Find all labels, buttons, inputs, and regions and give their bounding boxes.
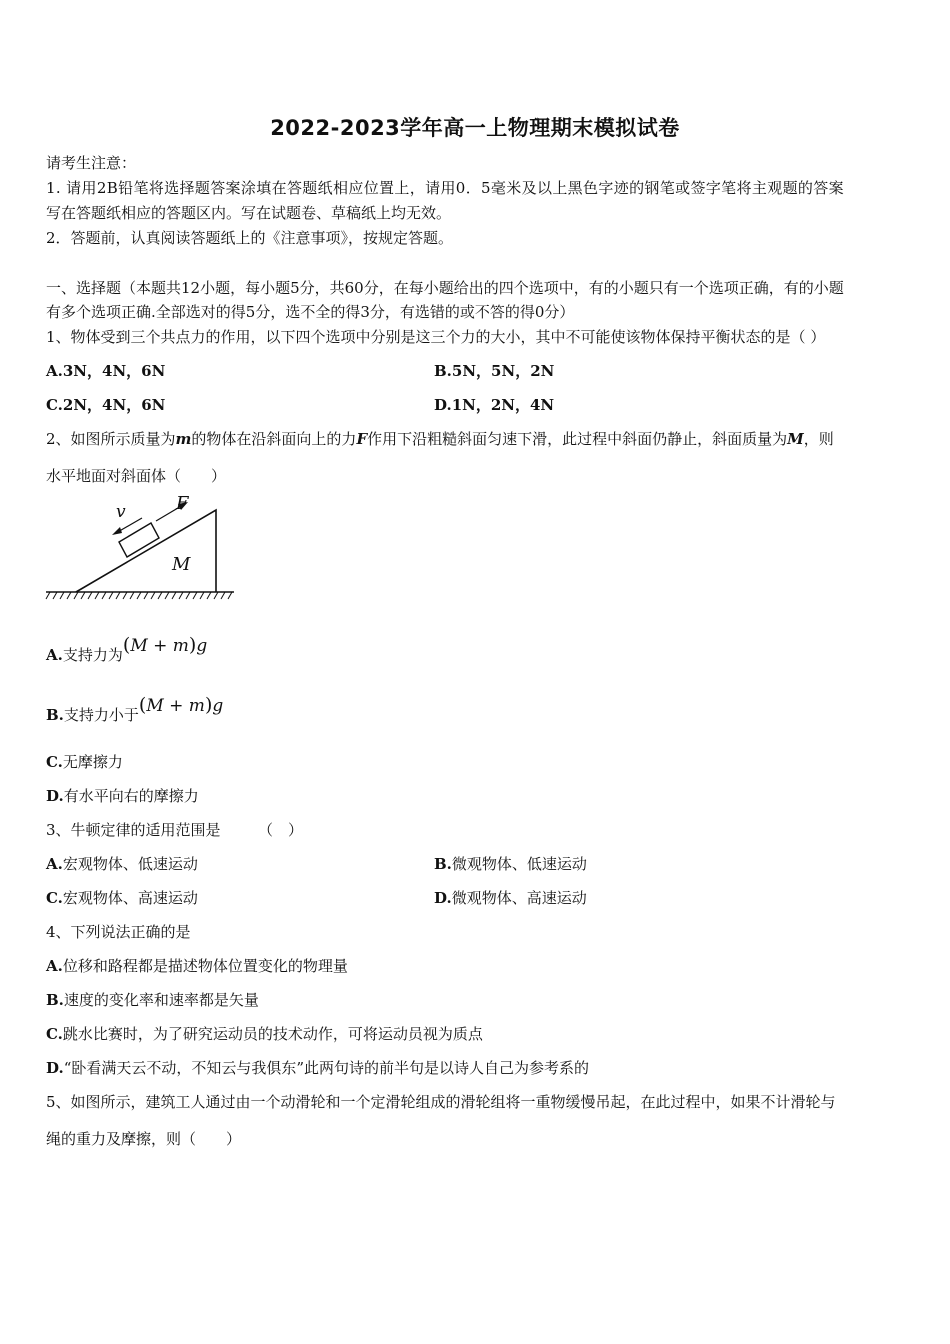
question-3-option-d (434, 888, 587, 908)
option-text: 3N，4N，6N (62, 362, 166, 380)
question-4-option-b (46, 990, 259, 1010)
question-2-option-d (46, 786, 199, 806)
question-1-option-c (46, 395, 165, 415)
question-5-stem-line-1: 5、如图所示，建筑工人通过由一个动滑轮和一个定滑轮组成的滑轮组将一重物缓慢吊起，在此过程中，如果不计滑轮与 (46, 1093, 836, 1111)
notice-item-1-line-1: 1. 请用2B铅笔将选择题答案涂填在答题纸相应位置上，请用0．5毫米及以上黑色字迹的钢笔或签字笔将主观题的答案 (46, 179, 844, 197)
option-text: 位移和路程都是描述物体位置变化的物理量 (62, 957, 348, 975)
question-3-option-b (434, 854, 587, 874)
question-5-stem-line-2: 绳的重力及摩擦，则（ ） (46, 1130, 242, 1148)
label-F: F (176, 493, 189, 514)
velocity-arrow-head (112, 527, 122, 535)
option-text: 跳水比赛时，为了研究运动员的技术动作，可将运动员视为质点 (62, 1025, 483, 1043)
variable-M: M (787, 430, 804, 448)
question-2-option-c (46, 752, 123, 772)
section-heading-line-1: 一、选择题（本题共12小题，每小题5分，共60分，在每小题给出的四个选项中，有的小题只有一个选项正确，有的小题 (46, 279, 844, 297)
option-letter: A. (46, 362, 63, 380)
label-v: v (116, 502, 126, 522)
stem-text: 2、如图所示质量为 (46, 430, 176, 448)
option-letter: B. (46, 991, 64, 1009)
option-letter: D. (434, 889, 452, 907)
option-text: 微观物体、低速运动 (451, 855, 587, 873)
option-letter: D. (46, 787, 64, 805)
option-letter: A. (46, 646, 63, 664)
option-text: 5N，5N，2N (451, 362, 555, 380)
option-text: 速度的变化率和速率都是矢量 (63, 991, 259, 1009)
question-3-option-c (46, 888, 198, 908)
option-text: 宏观物体、高速运动 (62, 889, 198, 907)
question-2-stem-line-2: 水平地面对斜面体（ ） (46, 467, 227, 485)
label-M: M (172, 554, 191, 575)
option-letter: D. (46, 1059, 64, 1077)
option-text: 支持力小于 (63, 706, 139, 724)
question-4-option-d (46, 1058, 589, 1078)
option-letter: B. (46, 706, 64, 724)
question-4-option-a (46, 956, 348, 976)
question-3-option-a (46, 854, 198, 874)
ground-hatching (46, 592, 232, 599)
question-4-stem: 4、下列说法正确的是 (46, 923, 191, 941)
question-1-option-d (434, 395, 554, 415)
option-letter: C. (46, 889, 63, 907)
section-heading-line-2: 有多个选项正确.全部选对的得5分，选不全的得3分，有选错的或不答的得0分） (46, 303, 575, 321)
option-letter: A. (46, 957, 63, 975)
page-title: 2022-2023学年高一上物理期末模拟试卷 (270, 116, 680, 140)
option-letter: B. (434, 362, 452, 380)
option-text: 无摩擦力 (62, 753, 123, 771)
option-letter: C. (46, 396, 63, 414)
stem-text: ，则 (803, 430, 834, 448)
stem-text: 的物体在沿斜面向上的力 (191, 430, 357, 448)
question-1-option-a (46, 361, 165, 381)
option-letter: D. (434, 396, 452, 414)
variable-m: m (175, 430, 192, 448)
question-1-stem: 1、物体受到三个共点力的作用，以下四个选项中分别是这三个力的大小，其中不可能使该物体保持平衡状态的是（ ） (46, 328, 826, 346)
option-text: “卧看满天云不动，不知云与我俱东”此两句诗的前半句是以诗人自己为参考系的 (63, 1059, 590, 1077)
option-text: 支持力为 (62, 646, 123, 664)
option-letter: A. (46, 855, 63, 873)
question-2-option-b (46, 694, 224, 725)
variable-F: F (356, 430, 368, 448)
option-text: 有水平向右的摩擦力 (63, 787, 199, 805)
option-text: 1N，2N，4N (451, 396, 555, 414)
stem-text: 作用下沿粗糙斜面匀速下滑，此过程中斜面仍静止，斜面质量为 (367, 430, 788, 448)
option-letter: C. (46, 753, 63, 771)
option-letter: C. (46, 1025, 63, 1043)
question-3-stem: 3、牛顿定律的适用范围是 （ ） (46, 821, 304, 839)
notice-heading: 请考生注意： (46, 154, 137, 172)
formula: (M + m)g (138, 694, 224, 716)
notice-item-1-line-2: 写在答题纸相应的答题区内。写在试题卷、草稿纸上均无效。 (46, 204, 452, 222)
incline-figure (44, 492, 240, 604)
option-letter: B. (434, 855, 452, 873)
incline-slope (76, 510, 216, 592)
option-text: 微观物体、高速运动 (451, 889, 587, 907)
option-text: 宏观物体、低速运动 (62, 855, 198, 873)
notice-item-2: 2．答题前，认真阅读答题纸上的《注意事项》，按规定答题。 (46, 229, 454, 247)
question-4-option-c (46, 1024, 483, 1044)
option-text: 2N，4N，6N (62, 396, 166, 414)
formula: (M + m)g (122, 634, 208, 656)
question-1-option-b (434, 361, 554, 381)
question-2-option-a (46, 634, 208, 665)
question-2-stem (46, 429, 834, 449)
